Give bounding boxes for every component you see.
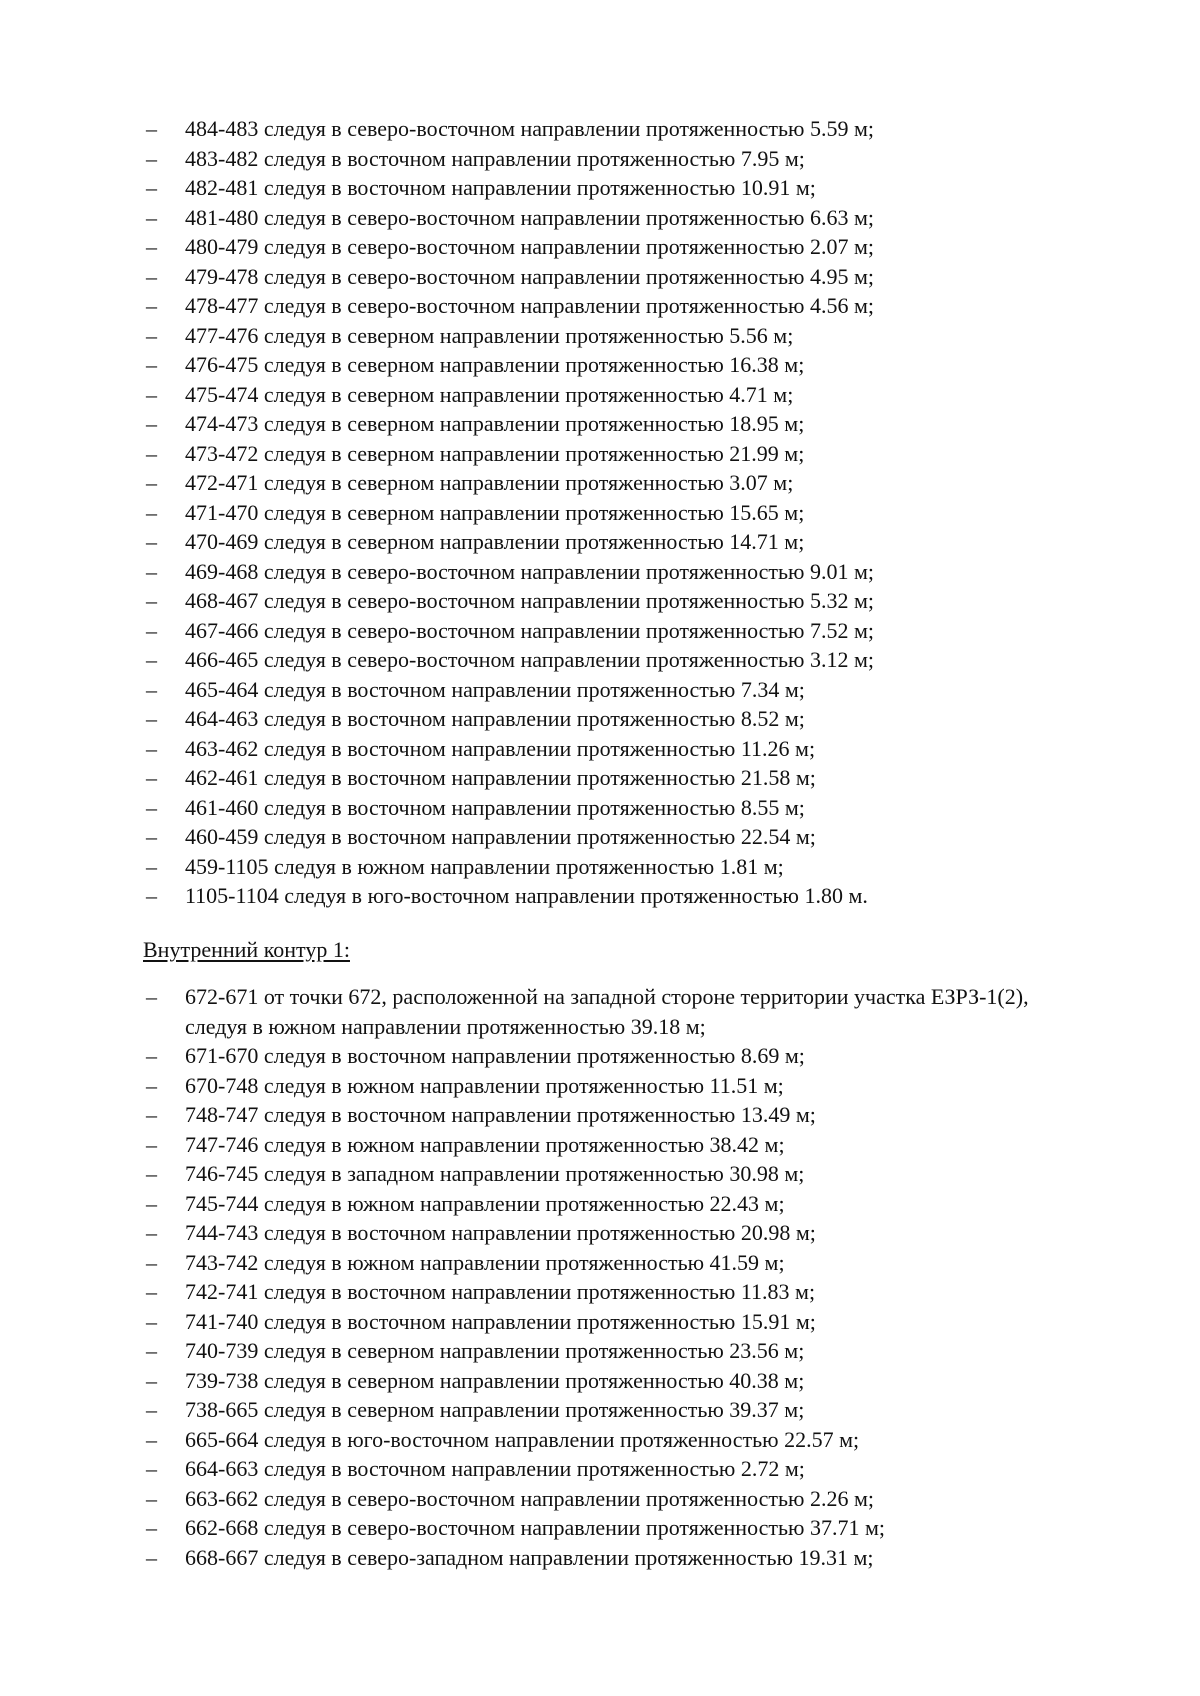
list-item-text: 478-477 следуя в северо-восточном направлении протяженностью 4.56 м; <box>185 293 875 318</box>
list-item <box>0 852 1200 882</box>
list-bullet: – <box>146 145 157 171</box>
list-item <box>0 1159 1200 1189</box>
list-item-text <box>185 1395 804 1425</box>
list-item-text <box>185 1484 874 1514</box>
list-bullet: – <box>146 984 157 1009</box>
list-bullet: – <box>146 676 157 702</box>
list-item-text: 483-482 следуя в восточном направлении протяженностью 7.95 м; <box>185 145 805 171</box>
list-item-text: 465-464 следуя в восточном направлении протяженностью 7.34 м; <box>185 676 805 702</box>
list-item-line: 747-746 следуя в южном направлении протяженностью 38.42 м; <box>185 1131 785 1157</box>
list-bullet: – <box>146 765 157 790</box>
list-item-text: 475-474 следуя в северном направлении протяженностью 4.71 м; <box>185 381 794 407</box>
list-item-line: 665-664 следуя в юго-восточном направлении протяженностью 22.57 м; <box>185 1426 860 1452</box>
list-item <box>0 321 1200 351</box>
list-item-text: 461-460 следуя в восточном направлении протяженностью 8.55 м; <box>185 794 805 820</box>
list-bullet: – <box>146 1308 157 1334</box>
list-item-text: 479-478 следуя в северо-восточном направлении протяженностью 4.95 м; <box>185 263 875 289</box>
list-item <box>0 1130 1200 1160</box>
list-item-line: 668-667 следуя в северо-западном направлении протяженностью 19.31 м; <box>185 1544 874 1570</box>
list-item-line: 739-738 следуя в северном направлении протяженностью 40.38 м; <box>185 1367 805 1393</box>
list-item <box>0 1307 1200 1337</box>
list-item-text <box>185 1513 885 1543</box>
list-item-text <box>185 1159 804 1189</box>
list-item <box>0 380 1200 410</box>
list-item-line: 664-663 следуя в восточном направлении протяженностью 2.72 м; <box>185 1456 805 1481</box>
list-item-line: 662-668 следуя в северо-восточном направлении протяженностью 37.71 м; <box>185 1515 886 1540</box>
list-item <box>0 1484 1200 1514</box>
list-item-line: 738-665 следуя в северном направлении протяженностью 39.37 м; <box>185 1397 805 1422</box>
list-item <box>0 616 1200 646</box>
list-item-text <box>185 1248 785 1278</box>
list-item <box>0 734 1200 764</box>
list-item-text: 474-473 следуя в северном направлении протяженностью 18.95 м; <box>185 411 805 436</box>
list-item-text <box>185 1543 874 1573</box>
list-item-line: 671-670 следуя в восточном направлении протяженностью 8.69 м; <box>185 1043 805 1068</box>
list-item <box>0 822 1200 852</box>
list-bullet: – <box>146 1397 157 1422</box>
list-item-line: 742-741 следуя в восточном направлении протяженностью 11.83 м; <box>185 1279 816 1304</box>
list-item <box>0 675 1200 705</box>
list-bullet: – <box>146 1426 157 1452</box>
list-bullet: – <box>146 1072 157 1098</box>
list-item-text <box>185 982 1029 1041</box>
list-item-text: 484-483 следуя в северо-восточном направлении протяженностью 5.59 м; <box>185 116 875 141</box>
list-item <box>0 1248 1200 1278</box>
list-item-text <box>185 1307 816 1337</box>
list-bullet: – <box>146 529 157 554</box>
list-item-text: 468-467 следуя в северо-восточном направлении протяженностью 5.32 м; <box>185 588 875 613</box>
list-item-text <box>185 1218 816 1248</box>
list-item <box>0 1218 1200 1248</box>
list-item <box>0 114 1200 144</box>
list-bullet: – <box>146 116 157 141</box>
list-bullet: – <box>146 1485 157 1511</box>
list-item-text <box>185 1336 804 1366</box>
list-item <box>0 144 1200 174</box>
list-bullet: – <box>146 735 157 761</box>
list-item <box>0 1454 1200 1484</box>
list-bullet: – <box>146 794 157 820</box>
list-bullet: – <box>146 440 157 466</box>
list-item <box>0 704 1200 734</box>
list-item-line: 743-742 следуя в южном направлении протяженностью 41.59 м; <box>185 1249 785 1275</box>
list-item-text: 472-471 следуя в северном направлении протяженностью 3.07 м; <box>185 470 794 495</box>
list-bullet: – <box>146 1131 157 1157</box>
inner-contour-heading: Внутренний контур 1: <box>143 937 350 962</box>
list-bullet: – <box>146 1161 157 1186</box>
list-item <box>0 881 1200 911</box>
list-item-text <box>185 1277 815 1307</box>
list-item <box>0 409 1200 439</box>
list-item-text <box>185 1100 816 1130</box>
list-bullet: – <box>146 1043 157 1068</box>
list-item <box>0 203 1200 233</box>
list-bullet: – <box>146 293 157 318</box>
list-bullet: – <box>146 411 157 436</box>
list-item <box>0 1277 1200 1307</box>
list-bullet: – <box>146 1544 157 1570</box>
list-item-line: 663-662 следуя в северо-восточном направлении протяженностью 2.26 м; <box>185 1485 875 1511</box>
list-item <box>0 1395 1200 1425</box>
list-item-line: 670-748 следуя в южном направлении протяженностью 11.51 м; <box>185 1072 784 1098</box>
list-bullet: – <box>146 1249 157 1275</box>
list-item <box>0 262 1200 292</box>
list-item-text: 462-461 следуя в восточном направлении протяженностью 21.58 м; <box>185 765 816 790</box>
list-item-line: 741-740 следуя в восточном направлении протяженностью 15.91 м; <box>185 1308 816 1334</box>
list-item <box>0 1336 1200 1366</box>
list-bullet: – <box>146 558 157 584</box>
list-item-line: 744-743 следуя в восточном направлении протяженностью 20.98 м; <box>185 1220 816 1245</box>
list-bullet: – <box>146 1190 157 1216</box>
list-item <box>0 793 1200 823</box>
list-item-text: 481-480 следуя в северо-восточном направлении протяженностью 6.63 м; <box>185 204 875 230</box>
list-bullet: – <box>146 647 157 672</box>
list-bullet: – <box>146 1515 157 1540</box>
list-item <box>0 498 1200 528</box>
list-bullet: – <box>146 706 157 731</box>
list-bullet: – <box>146 1367 157 1393</box>
list-item-text <box>185 1071 784 1101</box>
list-bullet: – <box>146 470 157 495</box>
list-bullet: – <box>146 883 157 908</box>
list-item-line: 745-744 следуя в южном направлении протяженностью 22.43 м; <box>185 1190 785 1216</box>
list-bullet: – <box>146 322 157 348</box>
list-item-text: 476-475 следуя в северном направлении протяженностью 16.38 м; <box>185 352 805 377</box>
list-item <box>0 1100 1200 1130</box>
list-item-text <box>185 1189 785 1219</box>
list-item-line: 746-745 следуя в западном направлении протяженностью 30.98 м; <box>185 1161 805 1186</box>
list-item-text: 482-481 следуя в восточном направлении протяженностью 10.91 м; <box>185 175 816 200</box>
list-bullet: – <box>146 824 157 849</box>
list-item <box>0 1513 1200 1543</box>
list-bullet: – <box>146 263 157 289</box>
list-bullet: – <box>146 1338 157 1363</box>
list-item <box>0 173 1200 203</box>
list-item <box>0 1366 1200 1396</box>
list-item <box>0 1041 1200 1071</box>
list-item-text: 460-459 следуя в восточном направлении протяженностью 22.54 м; <box>185 824 816 849</box>
inner-contour-list <box>0 982 1200 1572</box>
list-bullet: – <box>146 853 157 879</box>
list-bullet: – <box>146 617 157 643</box>
list-item-text <box>185 1366 804 1396</box>
list-item-line: 740-739 следуя в северном направлении протяженностью 23.56 м; <box>185 1338 805 1363</box>
outer-contour-list <box>0 114 1200 911</box>
list-item <box>0 1071 1200 1101</box>
list-item <box>0 439 1200 469</box>
list-item-text: 480-479 следуя в северо-восточном направлении протяженностью 2.07 м; <box>185 234 875 259</box>
list-bullet: – <box>146 588 157 613</box>
list-item-text: 469-468 следуя в северо-восточном направлении протяженностью 9.01 м; <box>185 558 875 584</box>
list-item-line-continued: следуя в южном направлении протяженностью 39.18 м; <box>185 1013 706 1039</box>
list-item-text: 467-466 следуя в северо-восточном направлении протяженностью 7.52 м; <box>185 617 875 643</box>
list-bullet: – <box>146 499 157 525</box>
list-bullet: – <box>146 1102 157 1127</box>
list-item-text <box>185 1425 859 1455</box>
list-bullet: – <box>146 1279 157 1304</box>
list-item <box>0 1425 1200 1455</box>
list-item <box>0 232 1200 262</box>
list-item <box>0 1543 1200 1573</box>
list-item <box>0 1189 1200 1219</box>
list-item-text: 1105-1104 следуя в юго-восточном направлении протяженностью 1.80 м. <box>185 883 868 908</box>
list-item <box>0 645 1200 675</box>
list-item-text: 473-472 следуя в северном направлении протяженностью 21.99 м; <box>185 440 805 466</box>
list-item-text: 459-1105 следуя в южном направлении протяженностью 1.81 м; <box>185 853 784 879</box>
list-item <box>0 557 1200 587</box>
list-bullet: – <box>146 1456 157 1481</box>
list-item-text <box>185 1130 785 1160</box>
list-item <box>0 350 1200 380</box>
list-bullet: – <box>146 381 157 407</box>
list-item <box>0 468 1200 498</box>
list-item <box>0 586 1200 616</box>
list-item-line: 748-747 следуя в восточном направлении протяженностью 13.49 м; <box>185 1102 816 1127</box>
list-item-text: 470-469 следуя в северном направлении протяженностью 14.71 м; <box>185 529 805 554</box>
list-item <box>0 982 1200 1041</box>
list-item-text: 471-470 следуя в северном направлении протяженностью 15.65 м; <box>185 499 805 525</box>
list-item-text: 466-465 следуя в северо-восточном направлении протяженностью 3.12 м; <box>185 647 875 672</box>
list-item-text <box>185 1041 805 1071</box>
list-bullet: – <box>146 234 157 259</box>
list-item <box>0 527 1200 557</box>
list-item <box>0 291 1200 321</box>
list-bullet: – <box>146 352 157 377</box>
list-item-text <box>185 1454 805 1484</box>
list-item-text: 477-476 следуя в северном направлении протяженностью 5.56 м; <box>185 322 794 348</box>
list-bullet: – <box>146 204 157 230</box>
list-bullet: – <box>146 1220 157 1245</box>
list-bullet: – <box>146 175 157 200</box>
list-item <box>0 763 1200 793</box>
list-item-text: 463-462 следуя в восточном направлении протяженностью 11.26 м; <box>185 735 816 761</box>
list-item-line: 672-671 от точки 672, расположенной на западной стороне территории участка ЕЗРЗ-1(2), <box>185 984 1029 1009</box>
list-item-text: 464-463 следуя в восточном направлении протяженностью 8.52 м; <box>185 706 805 731</box>
